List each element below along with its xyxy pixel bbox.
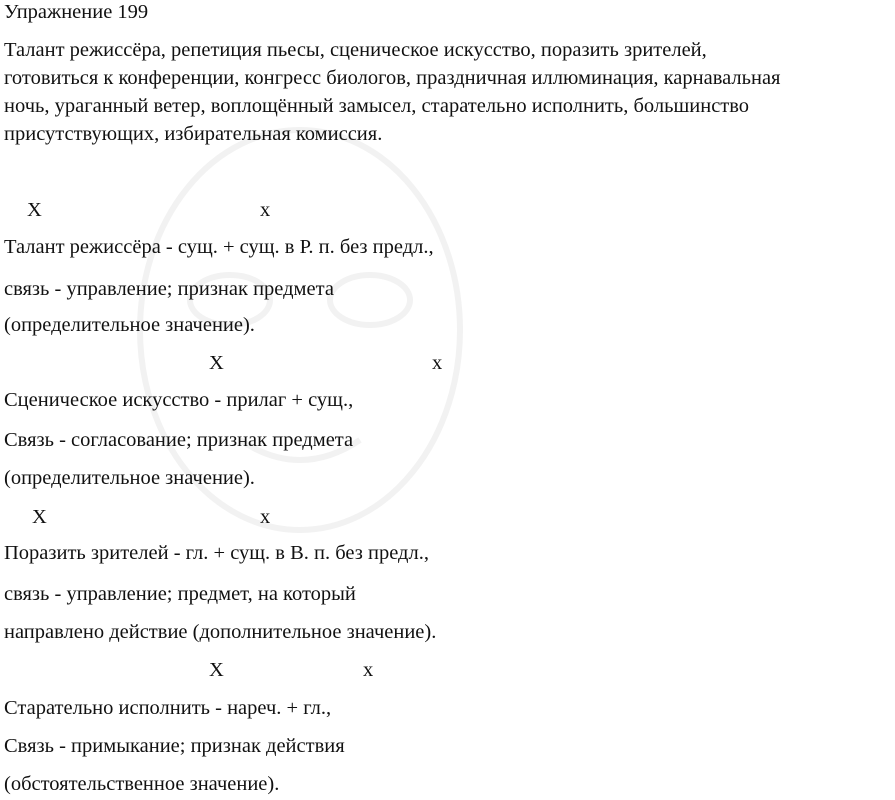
paragraph-line: Талант режиссёра, репетиция пьесы, сценическое искусство, поразить зрителей, [4, 39, 707, 61]
analysis-line: (определительное значение). [4, 467, 255, 489]
analysis-line: (обстоятельственное значение). [4, 773, 280, 795]
main-word-mark: X [32, 506, 47, 528]
analysis-line: Старательно исполнить - нареч. + гл., [4, 697, 332, 719]
dependent-word-mark: x [432, 352, 443, 374]
paragraph-line: ночь, ураганный ветер, воплощённый замысел, старательно исполнить, большинство [4, 95, 750, 117]
main-word-mark: X [27, 199, 42, 221]
analysis-line: связь - управление; предмет, на который [4, 583, 356, 605]
exercise-title: Упражнение 199 [4, 1, 149, 23]
analysis-line: связь - управление; признак предмета [4, 278, 334, 300]
dependent-word-mark: x [260, 506, 271, 528]
paragraph-line: присутствующих, избирательная комиссия. [4, 123, 383, 145]
paragraph-line: готовиться к конференции, конгресс биологов, праздничная иллюминация, карнавальная [4, 67, 781, 89]
main-word-mark: X [209, 659, 224, 681]
analysis-line: (определительное значение). [4, 314, 255, 336]
dependent-word-mark: x [260, 199, 271, 221]
analysis-line: Связь - примыкание; признак действия [4, 735, 345, 757]
analysis-line: Талант режиссёра - сущ. + сущ. в Р. п. без предл., [4, 236, 434, 258]
dependent-word-mark: x [363, 659, 374, 681]
analysis-line: Сценическое искусство - прилаг + сущ., [4, 389, 354, 411]
analysis-line: Связь - согласование; признак предмета [4, 429, 354, 451]
analysis-line: направлено действие (дополнительное значение). [4, 621, 437, 643]
main-word-mark: X [209, 352, 224, 374]
analysis-line: Поразить зрителей - гл. + сущ. в В. п. без предл., [4, 542, 429, 564]
